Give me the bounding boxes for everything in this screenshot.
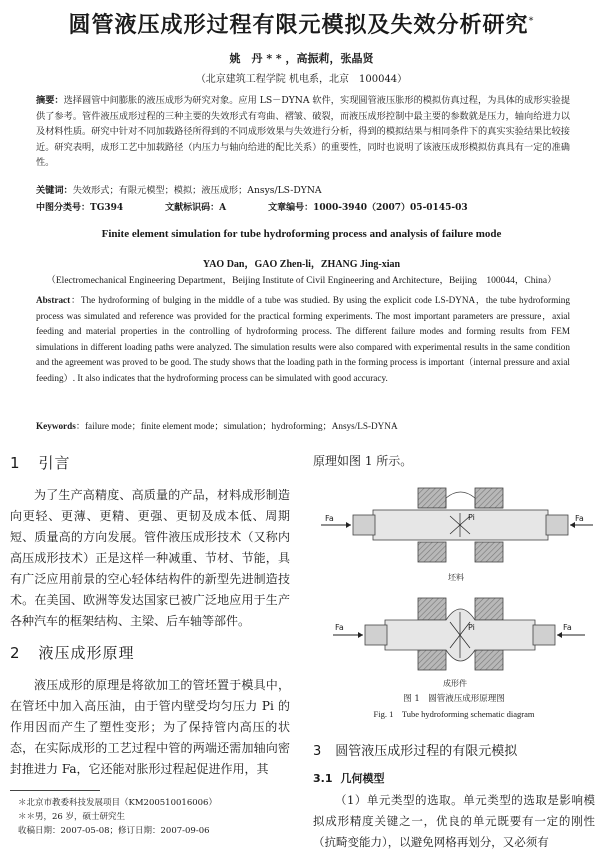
keywords-cn-text: 失效形式；有限元模型；模拟；液压成形；Ansys/LS-DYNA — [72, 185, 322, 196]
english-abstract-label: Abstract — [36, 295, 71, 305]
section-3-heading: 3 圆管液压成形过程的有限元模拟 — [313, 744, 518, 759]
abstract-cn-text: 选择圆管中间膨胀的液压成形为研究对象。应用 LS－DYNA 软件，实现圆管液压胀形的模拟仿真过程，为具体的成形实验提供了参考。管件液压成形过程的三种主要的失效形式有弯曲、褶皱、破裂，而液压成形控制中最主要的参数就是压力，轴向给进力以及材料性质。研究中针对不同加载路径所得到的不同成形效果与失效进行分析，得到的模拟结果与相同条件下的真实实验结果比较接近。研究表明，成形工艺中加载路径（内压力与轴向给进的配比关系）的重要性，同时也说明了该液压成形模拟仿真具有一定的准确性。 — [36, 95, 571, 168]
paper-title: 圆管液压成形过程有限元模拟及失效分析研究* — [68, 13, 535, 38]
english-abstract — [36, 293, 570, 386]
left-column — [10, 452, 290, 790]
figure-1-caption-en: Fig. 1 Tube hydroforming schematic diagram — [373, 709, 535, 719]
blank-diagram — [321, 488, 593, 582]
keywords-cn — [36, 182, 322, 196]
english-title: Finite element simulation for tube hydroforming process and analysis of failure mode — [101, 228, 502, 240]
section-1-heading: 1 引言 — [10, 454, 71, 472]
abstract-cn — [36, 93, 570, 171]
title-footnote-mark: * — [528, 15, 535, 27]
article-number: 文章编号：1000-3940（2007）05-0145-03 — [268, 203, 468, 213]
upper-die-left — [418, 488, 446, 508]
authors: 姚 丹 * * ，高振莉，张晶贤 — [229, 52, 374, 65]
classification-row — [36, 200, 570, 213]
right-punch — [546, 515, 568, 535]
english-affiliation: （Electromechanical Engineering Department，Beijing Institute of Civil Engineering and Architecture，Beijing 100044，China） — [46, 276, 557, 286]
upper-die-left-formed — [418, 598, 446, 620]
abstract-cn-label: 摘要： — [36, 95, 64, 106]
english-keywords-label: Keywords — [36, 421, 76, 431]
footnotes — [18, 796, 217, 838]
upper-die-right-formed — [475, 598, 503, 620]
label-fa-left: Fa — [325, 514, 334, 523]
document-code: 文献标识码：A — [165, 203, 227, 213]
section-3-1-heading: 3.1 几何模型 — [313, 772, 385, 785]
right-punch-formed — [533, 625, 555, 645]
section-1-paragraph: 为了生产高精度、高质量的产品，材料成形制造向更轻、更薄、更精、更强、更韧及成本低、周期短、质量高的方向发展。管件液压成形技术（又称内高压成形技术）正是这样一种减重、节材、节能，具有广泛应用前景的空心轻体结构件的新型先进制造技术。在美国、欧洲等发达国家已被广泛地应用于生产各种汽车的框架结构、主梁、后车轴等部件。 — [10, 488, 290, 628]
label-blank: 坯料 — [448, 573, 464, 582]
right-column-top — [313, 452, 595, 469]
right-column-text: 原理如图 1 所示。 — [313, 454, 413, 468]
footnote-author: ＊＊男，26 岁，硕士研究生 — [18, 812, 126, 822]
english-abstract-text: ：The hydroforming of bulging in the middle of a tube was studied. By using the explicit code LS-DYNA，the tube hydroforming process was simulated and reference was provided for the practical forming experiments. The most important parameters are pressure，axial feeding and material properties in the controlling of hydroforming process. The different failure modes and forming results from FEM simulations in different loading paths were analyzed. The simulation results were also compared with experimental results in the same condition and the agreement was proved to be good. The study shows that the loading path in the forming process is important（internal pressure and axial feeding）. It also indicates that the hydroforming process can be simulated with good accuracy. — [36, 295, 570, 383]
label-pi-bottom: Pi — [468, 623, 475, 632]
keywords-cn-label: 关键词： — [36, 185, 73, 196]
label-fa-right-formed: Fa — [563, 623, 572, 632]
left-punch-formed — [365, 625, 387, 645]
footnote-divider — [10, 790, 100, 791]
section-2-heading: 2 液压成形原理 — [10, 644, 135, 662]
clc-number: 中图分类号：TG394 — [36, 203, 124, 213]
english-authors: YAO Dan，GAO Zhen-li，ZHANG Jing-xian — [202, 259, 401, 270]
formed-part-diagram — [333, 598, 585, 688]
lower-die-right-formed — [475, 650, 503, 670]
label-pi-top: Pi — [468, 513, 475, 522]
english-keywords — [36, 418, 398, 432]
arrowhead-left — [346, 522, 351, 528]
footnote-dates: 收稿日期：2007-05-08；修订日期：2007-09-06 — [18, 826, 210, 836]
lower-die-left — [418, 542, 446, 562]
footnote-funding: ＊北京市教委科技发展项目（KM200510016006） — [18, 798, 217, 808]
figure-1-diagram — [313, 480, 595, 690]
lower-die-left-formed — [418, 650, 446, 670]
english-keywords-text: ：failure mode；finite element mode；simulation；hydroforming；Ansys/LS-DYNA — [75, 421, 398, 431]
lower-die-right — [475, 542, 503, 562]
arrowhead-left-formed — [358, 632, 363, 638]
label-fa-left-formed: Fa — [335, 623, 344, 632]
affiliation: （北京建筑工程学院 机电系，北京 100044） — [195, 74, 408, 85]
upper-die-right — [475, 488, 503, 508]
label-fa-right: Fa — [575, 514, 584, 523]
arrowhead-right-formed — [557, 632, 562, 638]
label-formed-part: 成形件 — [443, 679, 467, 688]
section-3-1-paragraph: （1）单元类型的选取。单元类型的选取是影响模拟成形精度关键之一，优良的单元既要有一定的刚性（抗畸变能力），以避免网格再划分，又必须有 — [313, 793, 595, 849]
left-punch — [353, 515, 375, 535]
figure-1-caption-cn: 图 1 圆管液压成形原理图 — [403, 694, 505, 704]
section-2-paragraph: 液压成形的原理是将欲加工的管坯置于模具中，在管坯中加入高压油，由于管内壁受均匀压力 Pi 的作用因而产生了塑性变形；为了保持管内高压的状态，在实际成形的工艺过程中管的两端还需加轴向密封推进力 Fa，它还能对胀形过程起促进作用，其 — [10, 678, 290, 776]
